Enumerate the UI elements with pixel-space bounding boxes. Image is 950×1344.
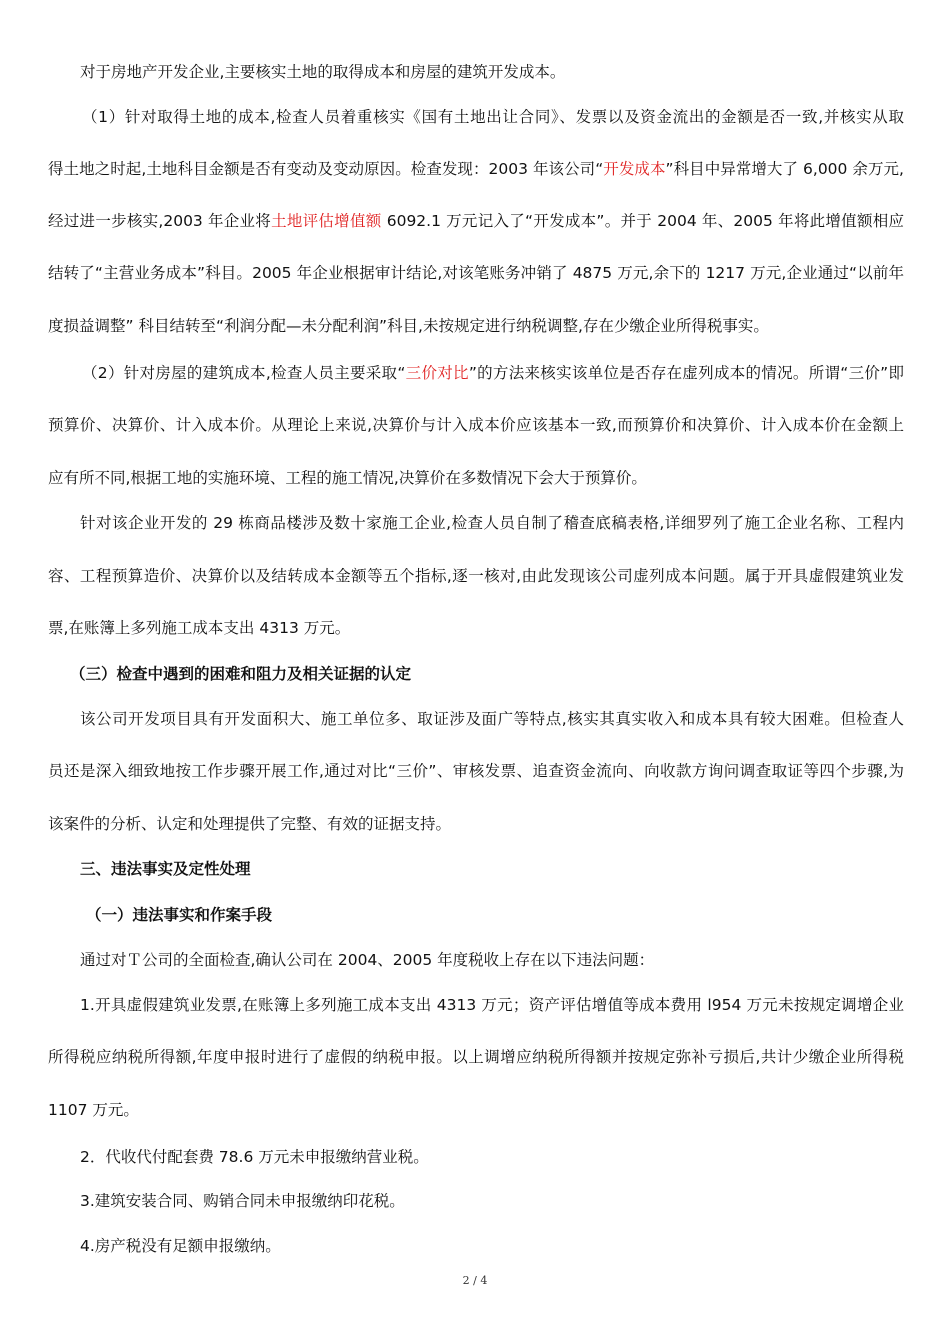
text: 6092.1 万元记入了“开发成本”。并于 2004 年、2005 年将此增值额相应 [381,212,904,230]
paragraph-building-cost-line: 预算价、决算价、计入成本价。从理论上来说,决算价与计入成本价应该基本一致,而预算价和决算价、计入成本价在金额上 [48,416,904,434]
list-item-1-line: 1107 万元。 [48,1101,139,1119]
text: 得土地之时起,土地科目金额是否有变动及变动原因。检查发现：2003 年该公司“ [48,160,604,178]
heading-section-3: 三、违法事实及定性处理 [80,860,251,878]
page-number: 2 / 4 [462,1274,488,1287]
list-item-1-line: 1.开具虚假建筑业发票,在账簿上多列施工成本支出 4313 万元；资产评估增值等成本费用 l954 万元未按规定调增企业 [80,996,904,1014]
paragraph-difficulties-line: 员还是深入细致地按工作步骤开展工作,通过对比“三价”、审核发票、追查资金流向、向收款方询问调查取证等四个步骤,为 [48,762,904,780]
paragraph-land-cost-line: 度损益调整” 科目结转至“利润分配—未分配利润”科目,未按规定进行纳税调整,存在少缴企业所得税事实。 [48,317,769,335]
list-item-3: 3.建筑安装合同、购销合同未申报缴纳印花税。 [80,1192,405,1210]
list-item-1-line: 所得税应纳税所得额,年度申报时进行了虚假的纳税申报。以上调增应纳税所得额并按规定弥补亏损后,共计少缴企业所得税 [48,1048,904,1066]
paragraph-intro: 对于房地产开发企业,主要核实土地的取得成本和房屋的建筑开发成本。 [80,63,566,81]
list-item-2: 2．代收代付配套费 78.6 万元未申报缴纳营业税。 [80,1148,429,1166]
paragraph-building-cost-line: 应有所不同,根据工地的实施环境、工程的施工情况,决算价在多数情况下会大于预算价。 [48,469,647,487]
paragraph-difficulties-line: 该公司开发项目具有开发面积大、施工单位多、取证涉及面广等特点,核实其真实收入和成本具有较大困难。但检查人 [80,710,904,728]
paragraph-land-cost-line: （1）针对取得土地的成本,检查人员着重核实《国有土地出让合同》、发票以及资金流出的金额是否一致,并核实从取 [82,108,904,126]
paragraph-building-cost-line [82,363,904,383]
heading-violations: （一）违法事实和作案手段 [86,906,273,924]
text: ”科目中异常增大了 6,000 余万元, [665,160,904,178]
paragraph-audit-table-line: 针对该企业开发的 29 栋商品楼涉及数十家施工企业,检查人员自制了稽查底稿表格,详细罗列了施工企业名称、工程内 [80,514,904,532]
list-item-4: 4.房产税没有足额申报缴纳。 [80,1237,281,1255]
text: （2）针对房屋的建筑成本,检查人员主要采取“ [82,364,406,382]
paragraph-land-cost-line [48,159,904,179]
paragraph-difficulties-line: 该案件的分析、认定和处理提供了完整、有效的证据支持。 [48,815,452,833]
highlight-text: 三价对比 [405,364,469,382]
highlight-text: 土地评估增值额 [271,212,382,230]
paragraph-audit-table-line: 票,在账簿上多列施工成本支出 4313 万元。 [48,619,351,637]
highlight-text: 开发成本 [603,160,666,178]
text: ”的方法来核实该单位是否存在虚列成本的情况。所谓“三价”即 [468,364,904,382]
text: 经过进一步核实,2003 年企业将 [48,212,272,230]
paragraph-audit-table-line: 容、工程预算造价、决算价以及结转成本金额等五个指标,逐一核对,由此发现该公司虚列成本问题。属于开具虚假建筑业发 [48,567,904,585]
heading-difficulties: （三）检查中遇到的困难和阻力及相关证据的认定 [70,665,412,683]
paragraph-violations-intro: 通过对Ｔ公司的全面检查,确认公司在 2004、2005 年度税收上存在以下违法问题： [80,951,655,969]
paragraph-land-cost-line [48,211,904,231]
paragraph-land-cost-line: 结转了“主营业务成本”科目。2005 年企业根据审计结论,对该笔账务冲销了 4875 万元,余下的 1217 万元,企业通过“以前年 [48,264,904,282]
